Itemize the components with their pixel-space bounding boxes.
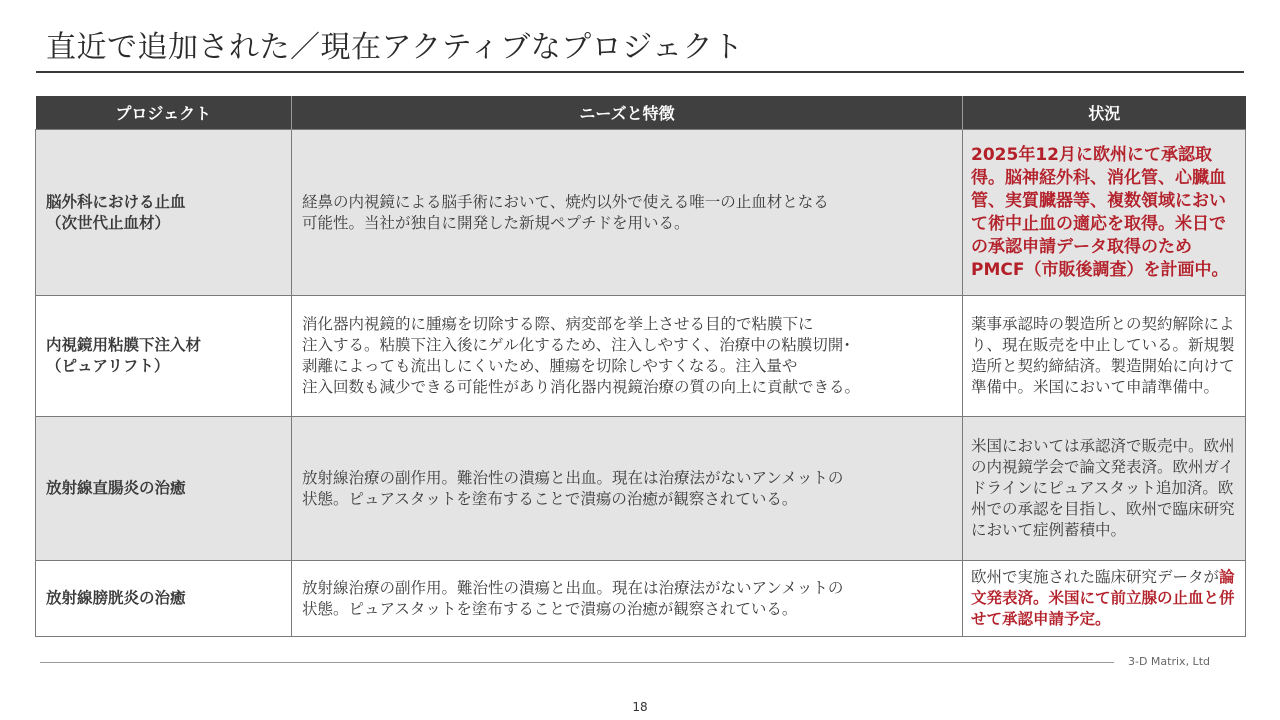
needs-cell — [292, 417, 963, 561]
project-cell — [36, 130, 292, 296]
project-cell — [36, 417, 292, 561]
needs-cell — [292, 296, 963, 417]
header-project: プロジェクト — [36, 96, 292, 130]
table-header-row — [36, 96, 1246, 130]
needs-line: 注入する。粘膜下注入後にゲル化するため、注入しやすく、治療中の粘膜切開･ — [302, 336, 852, 354]
project-subname: （ピュアリフト） — [46, 357, 170, 375]
project-name: 放射線直腸炎の治癒 — [46, 479, 186, 497]
project-name: 放射線膀胱炎の治癒 — [46, 589, 186, 607]
status-cell — [963, 130, 1246, 296]
header-status: 状況 — [963, 96, 1246, 130]
project-cell — [36, 561, 292, 637]
needs-line: 状態。ピュアスタットを塗布することで潰瘍の治癒が観察されている。 — [302, 489, 798, 508]
table-row — [36, 417, 1246, 561]
status-cell — [963, 561, 1246, 637]
needs-line: 剥離によっても流出しにくいため、腫瘍を切除しやすくなる。注入量や — [302, 357, 798, 375]
needs-line: 可能性。当社が独自に開発した新規ペプチドを用いる。 — [302, 213, 690, 232]
needs-cell — [292, 561, 963, 637]
project-subname: （次世代止血材） — [46, 213, 171, 232]
needs-cell — [292, 130, 963, 296]
needs-line: 状態。ピュアスタットを塗布することで潰瘍の治癒が観察されている。 — [302, 599, 798, 618]
table-row — [36, 296, 1246, 417]
needs-line: 消化器内視鏡的に腫瘍を切除する際、病変部を挙上させる目的で粘膜下に — [302, 315, 814, 333]
needs-line: 経鼻の内視鏡による脳手術において、焼灼以外で使える唯一の止血材となる — [302, 192, 829, 211]
header-needs: ニーズと特徴 — [292, 96, 963, 130]
status-highlight-text: 2025年12月に欧州にて承認取得。脳神経外科、消化管、心臓血管、実質臓器等、複数領域において術中止血の適応を取得。米日での承認申請データ取得のためPMCF（市販後調査）を計画中。 — [971, 144, 1229, 280]
status-text: 米国においては承認済で販売中。欧州の内視鏡学会で論文発表済。欧州ガイドラインにピュアスタット追加済。欧州での承認を目指し、欧州で臨床研究において症例蓄積中。 — [971, 437, 1235, 539]
needs-line: 注入回数も減少できる可能性があり消化器内視鏡治療の質の向上に貢献できる。 — [302, 378, 861, 396]
project-cell — [36, 296, 292, 417]
status-cell — [963, 296, 1246, 417]
needs-line: 放射線治療の副作用。難治性の潰瘍と出血。現在は治療法がないアンメットの — [302, 468, 844, 487]
project-name: 内視鏡用粘膜下注入材 — [46, 336, 202, 354]
table-row — [36, 561, 1246, 637]
status-cell — [963, 417, 1246, 561]
needs-line: 放射線治療の副作用。難治性の潰瘍と出血。現在は治療法がないアンメットの — [302, 578, 844, 597]
title-divider — [36, 71, 1244, 73]
projects-table — [35, 96, 1246, 637]
status-highlight-text: 論文発表済。米国にて前立腺の止血と併せて承認申請予定。 — [971, 568, 1235, 628]
status-text: 欧州で実施された臨床研究データが — [971, 568, 1220, 586]
table-row — [36, 130, 1246, 296]
status-text: 薬事承認時の製造所との契約解除により、現在販売を中止している。新規製造所と契約締結済。製造開始に向けて準備中。米国において申請準備中。 — [971, 315, 1235, 396]
page-number: 18 — [632, 700, 648, 714]
page-title: 直近で追加された／現在アクティブなプロジェクト — [46, 30, 744, 65]
footer-divider — [40, 662, 1114, 663]
company-name: 3-D Matrix, Ltd — [1128, 655, 1210, 668]
project-name: 脳外科における止血 — [46, 192, 186, 211]
